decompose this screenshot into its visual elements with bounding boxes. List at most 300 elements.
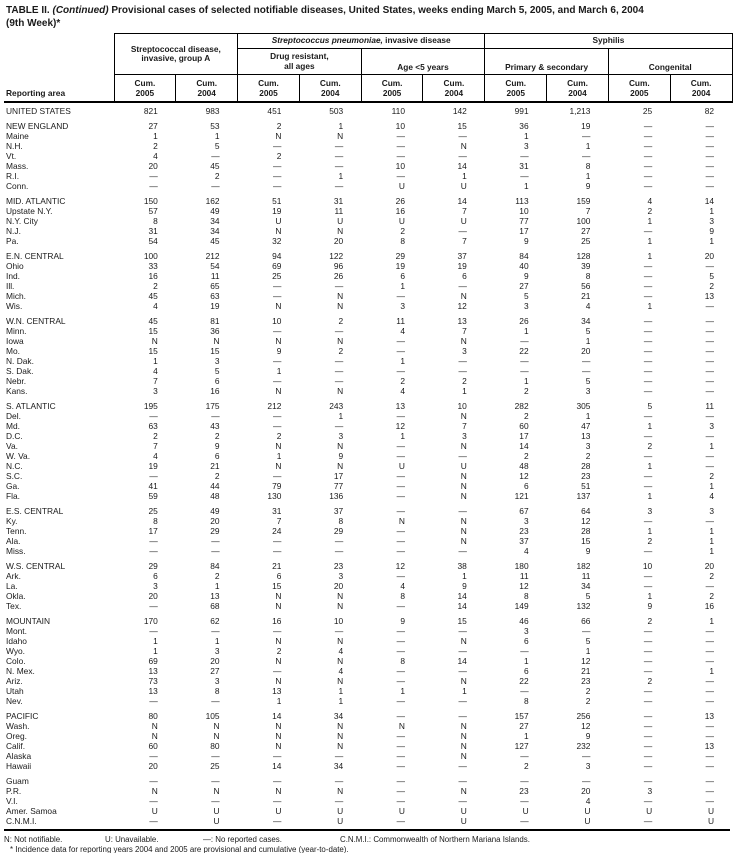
value-cell: 5	[585, 326, 591, 336]
value-cell: —	[396, 471, 405, 481]
value-cell: 3	[153, 386, 158, 396]
value-cell: 14	[519, 441, 529, 451]
value-cell: N	[337, 721, 344, 731]
table-row	[4, 196, 732, 206]
value-cell: 45	[210, 161, 220, 171]
value-cell: 20	[581, 786, 591, 796]
reporting-area-cell: Alaska	[6, 751, 32, 761]
value-cell: —	[582, 751, 591, 761]
reporting-area-cell: N.Y. City	[6, 216, 38, 226]
value-cell: 21	[210, 461, 220, 471]
value-cell: 3	[523, 516, 529, 526]
value-cell: 57	[148, 206, 158, 216]
value-cell: 84	[210, 561, 220, 571]
table-row	[4, 721, 732, 731]
value-cell: —	[396, 751, 405, 761]
value-cell: 40	[519, 261, 529, 271]
table-row	[4, 411, 732, 421]
value-cell: —	[582, 366, 591, 376]
value-cell: 7	[462, 206, 467, 216]
footnote-incidence: * Incidence data for reporting years 2004 and 2005 are provisional and cumulative (year-to-date).	[10, 845, 349, 853]
value-cell: N	[460, 336, 467, 346]
value-cell: —	[643, 316, 653, 326]
value-cell: —	[520, 356, 529, 366]
value-cell: 15	[457, 616, 467, 626]
value-cell: —	[705, 686, 715, 696]
value-cell: 3	[214, 356, 220, 366]
reporting-area-cell: Va.	[6, 441, 18, 451]
value-cell: 34	[333, 711, 344, 721]
value-cell: 2	[647, 676, 653, 686]
table-row	[4, 336, 732, 346]
value-cell: 8	[400, 656, 405, 666]
value-cell: —	[334, 376, 344, 386]
value-cell: —	[396, 506, 405, 516]
value-cell: —	[396, 481, 405, 491]
value-cell: 3	[523, 626, 529, 636]
value-cell: 51	[581, 481, 591, 491]
value-cell: —	[458, 546, 467, 556]
table-row	[4, 526, 732, 536]
col-header-cum-2004: Cum. 2004	[176, 75, 238, 103]
value-cell: 8	[523, 696, 529, 706]
value-cell: N	[275, 731, 282, 741]
table-row	[4, 561, 732, 571]
value-cell: 14	[704, 196, 715, 206]
value-cell: —	[396, 696, 405, 706]
value-cell: —	[643, 356, 653, 366]
value-cell: 27	[519, 281, 529, 291]
value-cell: N	[460, 411, 467, 421]
value-cell: 3	[214, 646, 220, 656]
value-cell: 17	[148, 526, 158, 536]
value-cell: 1	[153, 356, 158, 366]
value-cell: —	[334, 626, 344, 636]
col-header-cum-2005: Cum. 2005	[238, 75, 300, 103]
value-cell: 54	[210, 261, 220, 271]
reporting-area-cell: N. Dak.	[6, 356, 34, 366]
value-cell: 60	[148, 741, 158, 751]
value-cell: 1	[709, 616, 715, 626]
value-cell: —	[520, 796, 529, 806]
value-cell: 20	[148, 591, 158, 601]
value-cell: —	[582, 356, 591, 366]
value-cell: 2	[153, 141, 158, 151]
table-row	[4, 751, 732, 761]
value-cell: 4	[400, 326, 405, 336]
value-cell: 23	[581, 676, 591, 686]
value-cell: 1	[400, 281, 405, 291]
value-cell: —	[396, 711, 405, 721]
value-cell: 36	[519, 121, 529, 131]
value-cell: 94	[272, 251, 282, 261]
value-cell: U	[213, 806, 220, 816]
value-cell: 8	[523, 591, 529, 601]
value-cell: 2	[523, 411, 529, 421]
value-cell: N	[213, 336, 220, 346]
value-cell: 6	[523, 636, 529, 646]
value-cell: —	[643, 346, 653, 356]
table-row	[4, 686, 732, 696]
value-cell: —	[643, 151, 653, 161]
table-row	[4, 481, 732, 491]
value-cell: —	[520, 151, 529, 161]
value-cell: 3	[523, 301, 529, 311]
value-cell: 5	[585, 591, 591, 601]
value-cell: —	[396, 451, 405, 461]
value-cell: N	[151, 336, 158, 346]
reporting-area-cell: Minn.	[6, 326, 27, 336]
value-cell: —	[705, 721, 715, 731]
value-cell: 21	[581, 666, 591, 676]
value-cell: 6	[153, 571, 158, 581]
value-cell: —	[334, 161, 344, 171]
value-cell: 142	[452, 106, 467, 116]
value-cell: —	[396, 761, 405, 771]
value-cell: —	[211, 696, 220, 706]
value-cell: —	[396, 141, 405, 151]
value-cell: 1	[647, 236, 653, 246]
value-cell: —	[643, 571, 653, 581]
value-cell: N	[275, 676, 282, 686]
value-cell: 4	[647, 196, 653, 206]
value-cell: 34	[333, 761, 344, 771]
value-cell: 33	[148, 261, 158, 271]
value-cell: —	[643, 481, 653, 491]
value-cell: —	[643, 471, 653, 481]
value-cell: —	[334, 546, 344, 556]
table-row	[4, 666, 732, 676]
value-cell: 2	[276, 431, 282, 441]
value-cell: —	[458, 366, 467, 376]
value-cell: 3	[338, 431, 344, 441]
col-header-cum-2005: Cum. 2005	[485, 75, 547, 103]
table-row	[4, 601, 732, 611]
page-title	[3, 5, 731, 30]
value-cell: —	[396, 411, 405, 421]
value-cell: 1	[709, 536, 715, 546]
value-cell: 46	[519, 616, 529, 626]
continued-label: (Continued)	[52, 5, 109, 16]
value-cell: 2	[214, 431, 220, 441]
value-cell: 1	[276, 696, 282, 706]
value-cell: —	[396, 131, 405, 141]
value-cell: N	[151, 731, 158, 741]
value-cell: 32	[272, 236, 282, 246]
value-cell: 1	[523, 326, 529, 336]
title-text: Provisional cases of selected notifiable diseases, United States, weeks ending March 5, 2005, and March 6, 2004	[108, 5, 644, 16]
value-cell: —	[458, 796, 467, 806]
value-cell: —	[396, 171, 405, 181]
table-row	[4, 656, 732, 666]
value-cell: 5	[214, 366, 220, 376]
value-cell: 20	[333, 581, 344, 591]
value-cell: 65	[210, 281, 220, 291]
table-row	[4, 636, 732, 646]
value-cell: 17	[519, 226, 529, 236]
value-cell: —	[273, 281, 282, 291]
value-cell: N	[460, 491, 467, 501]
value-cell: 9	[523, 271, 529, 281]
value-cell: 66	[581, 616, 591, 626]
value-cell: N	[275, 461, 282, 471]
value-cell: —	[458, 776, 467, 786]
value-cell: —	[643, 721, 653, 731]
table-row	[4, 796, 732, 806]
value-cell: 1	[276, 366, 282, 376]
value-cell: 1	[214, 131, 220, 141]
value-cell: —	[705, 636, 715, 646]
table-row	[4, 261, 732, 271]
value-cell: —	[705, 326, 715, 336]
reporting-area-cell: UNITED STATES	[6, 106, 71, 116]
value-cell: N	[337, 336, 344, 346]
value-cell: 1	[338, 686, 344, 696]
value-cell: 8	[585, 271, 591, 281]
col-header-cum-2005: Cum. 2005	[608, 75, 670, 103]
value-cell: 16	[704, 601, 715, 611]
reporting-area-cell: Mich.	[6, 291, 27, 301]
value-cell: —	[396, 536, 405, 546]
value-cell: 6	[523, 481, 529, 491]
value-cell: —	[273, 626, 282, 636]
value-cell: 7	[462, 421, 467, 431]
value-cell: N	[275, 786, 282, 796]
value-cell: 80	[210, 741, 220, 751]
value-cell: 13	[704, 291, 715, 301]
value-cell: 100	[576, 216, 591, 226]
col-header-cum-2005: Cum. 2005	[361, 75, 423, 103]
value-cell: —	[396, 666, 405, 676]
value-cell: —	[643, 376, 653, 386]
value-cell: U	[398, 216, 405, 226]
value-cell: 45	[148, 316, 158, 326]
table-row	[4, 711, 732, 721]
table-row	[4, 151, 732, 161]
value-cell: —	[643, 411, 653, 421]
value-cell: 12	[457, 301, 467, 311]
value-cell: —	[273, 751, 282, 761]
value-cell: 17	[333, 471, 344, 481]
value-cell: 1	[585, 411, 591, 421]
reporting-area-cell: Calif.	[6, 741, 26, 751]
value-cell: —	[396, 336, 405, 346]
value-cell: —	[211, 751, 220, 761]
value-cell: 1	[523, 656, 529, 666]
reporting-area-cell: Tenn.	[6, 526, 27, 536]
table-row	[4, 786, 732, 796]
value-cell: 3	[462, 346, 467, 356]
value-cell: U	[337, 806, 344, 816]
value-cell: 12	[581, 721, 591, 731]
value-cell: 6	[214, 451, 220, 461]
value-cell: 25	[642, 106, 653, 116]
value-cell: —	[643, 636, 653, 646]
value-cell: U	[398, 461, 405, 471]
table-row	[4, 626, 732, 636]
value-cell: 37	[457, 251, 467, 261]
value-cell: N	[275, 721, 282, 731]
value-cell: 821	[143, 106, 158, 116]
value-cell: 1	[400, 431, 405, 441]
value-cell: 100	[143, 251, 158, 261]
value-cell: N	[275, 636, 282, 646]
value-cell: 34	[210, 226, 220, 236]
table-row	[4, 161, 732, 171]
value-cell: 9	[214, 441, 220, 451]
value-cell: —	[334, 776, 344, 786]
value-cell: —	[396, 546, 405, 556]
reporting-area-cell: Ind.	[6, 271, 20, 281]
table-row	[4, 506, 732, 516]
value-cell: 27	[581, 226, 591, 236]
value-cell: 13	[457, 316, 467, 326]
value-cell: N	[275, 656, 282, 666]
value-cell: —	[705, 356, 715, 366]
value-cell: —	[705, 316, 715, 326]
value-cell: —	[396, 646, 405, 656]
value-cell: 1	[153, 646, 158, 656]
value-cell: 13	[704, 711, 715, 721]
value-cell: 243	[329, 401, 344, 411]
value-cell: 2	[709, 281, 715, 291]
value-cell: 27	[210, 666, 220, 676]
value-cell: 84	[519, 251, 529, 261]
value-cell: 34	[581, 316, 591, 326]
reporting-area-cell: MOUNTAIN	[6, 616, 51, 626]
value-cell: —	[643, 796, 653, 806]
value-cell: —	[334, 326, 344, 336]
value-cell: 14	[457, 601, 467, 611]
value-cell: —	[149, 696, 158, 706]
value-cell: U	[584, 806, 591, 816]
reporting-area-cell: Hawaii	[6, 761, 32, 771]
strep-group-a-header: Streptococcal disease, invasive, group A	[114, 34, 238, 75]
value-cell: 4	[585, 796, 591, 806]
value-cell: —	[705, 301, 715, 311]
reporting-area-cell: Kans.	[6, 386, 28, 396]
value-cell: —	[458, 666, 467, 676]
value-cell: 170	[143, 616, 158, 626]
value-cell: 1	[462, 386, 467, 396]
value-cell: 6	[523, 666, 529, 676]
value-cell: 14	[272, 761, 282, 771]
value-cell: 4	[585, 301, 591, 311]
value-cell: 29	[210, 526, 220, 536]
value-cell: 1	[338, 411, 344, 421]
value-cell: —	[705, 386, 715, 396]
value-cell: 991	[514, 106, 529, 116]
legend-unavailable: U: Unavailable.	[105, 835, 159, 844]
value-cell: 69	[148, 656, 158, 666]
value-cell: 79	[272, 481, 282, 491]
age-under5-header: Age <5 years	[361, 49, 485, 75]
value-cell: 3	[214, 676, 220, 686]
value-cell: 96	[333, 261, 344, 271]
value-cell: 67	[519, 506, 529, 516]
value-cell: N	[460, 536, 467, 546]
value-cell: 2	[647, 441, 653, 451]
value-cell: 36	[210, 326, 220, 336]
value-cell: 26	[395, 196, 405, 206]
reporting-area-cell: Wyo.	[6, 646, 26, 656]
value-cell: 1	[709, 206, 715, 216]
value-cell: N	[337, 731, 344, 741]
table-row	[4, 696, 732, 706]
value-cell: 1	[462, 571, 467, 581]
value-cell: 1	[523, 181, 529, 191]
value-cell: 13	[148, 666, 158, 676]
reporting-area-cell: Ala.	[6, 536, 21, 546]
value-cell: 282	[514, 401, 529, 411]
value-cell: —	[334, 151, 344, 161]
value-cell: 2	[153, 281, 158, 291]
value-cell: 9	[462, 581, 467, 591]
value-cell: —	[334, 181, 344, 191]
value-cell: 23	[519, 786, 529, 796]
value-cell: —	[643, 516, 653, 526]
value-cell: N	[398, 721, 405, 731]
value-cell: 1	[523, 131, 529, 141]
value-cell: 37	[333, 506, 344, 516]
table-row	[4, 171, 732, 181]
reporting-area-cell: V.I.	[6, 796, 18, 806]
value-cell: 31	[148, 226, 158, 236]
value-cell: N	[460, 481, 467, 491]
value-cell: —	[705, 171, 715, 181]
value-cell: —	[705, 346, 715, 356]
value-cell: —	[273, 776, 282, 786]
value-cell: 5	[647, 401, 653, 411]
reporting-area-cell: PACIFIC	[6, 711, 39, 721]
value-cell: —	[520, 816, 529, 826]
value-cell: 4	[400, 386, 405, 396]
table-header	[4, 34, 732, 103]
value-cell: —	[149, 776, 158, 786]
reporting-area-cell: Mont.	[6, 626, 27, 636]
value-cell: —	[705, 261, 715, 271]
value-cell: —	[211, 546, 220, 556]
value-cell: —	[705, 411, 715, 421]
value-cell: —	[705, 626, 715, 636]
value-cell: U	[584, 816, 591, 826]
reporting-area-cell: Utah	[6, 686, 24, 696]
value-cell: 10	[395, 121, 405, 131]
table-row	[4, 591, 732, 601]
value-cell: 2	[647, 536, 653, 546]
value-cell: 5	[585, 376, 591, 386]
value-cell: —	[643, 741, 653, 751]
value-cell: 503	[329, 106, 344, 116]
value-cell: 2	[585, 451, 591, 461]
value-cell: N	[337, 301, 344, 311]
value-cell: 9	[276, 346, 282, 356]
reporting-area-cell: C.N.M.I.	[6, 816, 37, 826]
value-cell: 212	[267, 401, 282, 411]
value-cell: 15	[581, 536, 591, 546]
value-cell: 19	[148, 461, 158, 471]
table-row	[4, 676, 732, 686]
table-row	[4, 581, 732, 591]
value-cell: 1	[709, 526, 715, 536]
value-cell: —	[149, 536, 158, 546]
value-cell: 1	[647, 491, 653, 501]
value-cell: —	[643, 711, 653, 721]
value-cell: 54	[148, 236, 158, 246]
reporting-area-cell: N.J.	[6, 226, 21, 236]
value-cell: —	[643, 731, 653, 741]
value-cell: 983	[205, 106, 220, 116]
